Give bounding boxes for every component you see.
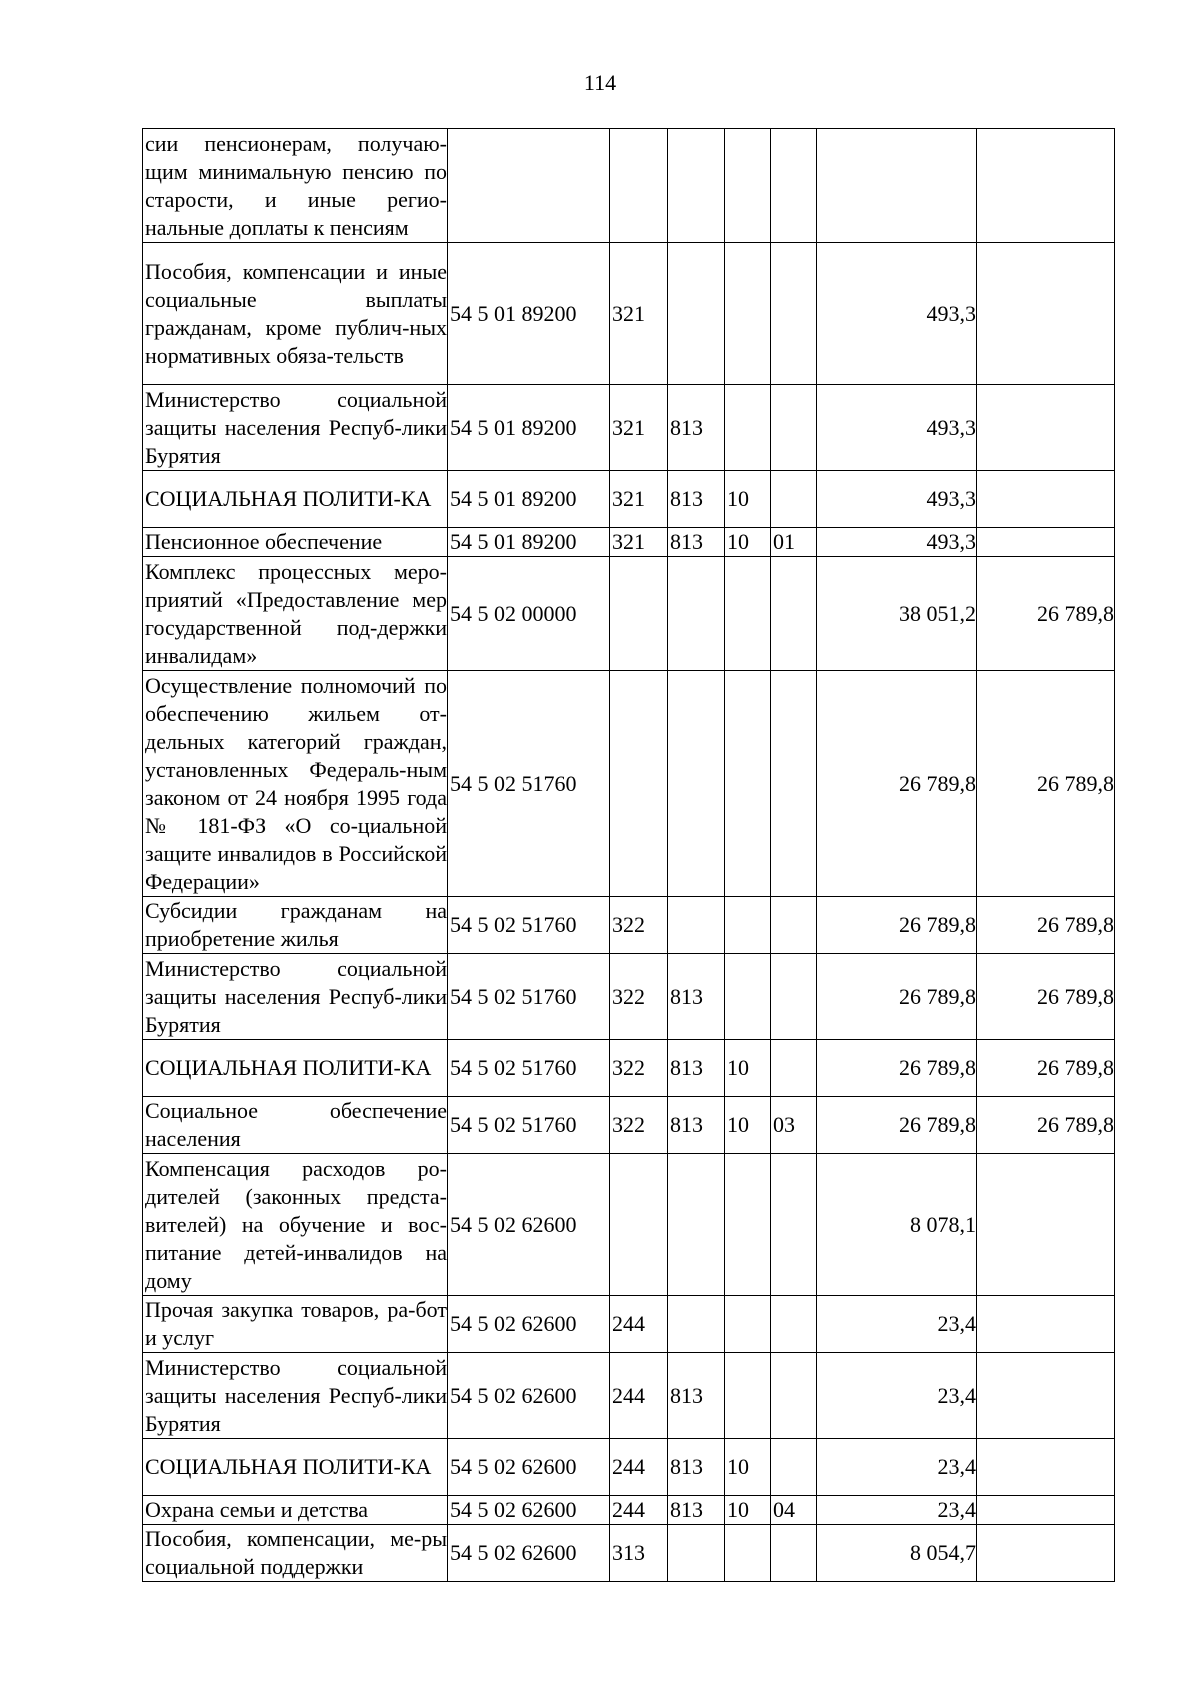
- section-code: 10: [725, 528, 771, 557]
- subsection-code: [771, 954, 817, 1040]
- ministry-code: [668, 671, 725, 897]
- ministry-code: [668, 897, 725, 954]
- table-row: [143, 1040, 1115, 1097]
- ministry-code: 813: [668, 1040, 725, 1097]
- amount-federal: [977, 129, 1115, 243]
- subsection-code: [771, 471, 817, 528]
- amount-total: 493,3: [817, 471, 977, 528]
- section-code: [725, 243, 771, 385]
- row-description: сии пенсионерам, получаю-щим минимальную пенсию по старости, и иные регио-нальные доплаты к пенсиям: [143, 129, 448, 243]
- expense-type-code: [610, 671, 668, 897]
- row-description: Комплекс процессных меро-приятий «Предоставление мер государственной под-держки инвалидам»: [143, 557, 448, 671]
- amount-total: 493,3: [817, 528, 977, 557]
- expense-type-code: 244: [610, 1353, 668, 1439]
- target-article-code: 54 5 02 51760: [448, 1097, 610, 1154]
- subsection-code: [771, 129, 817, 243]
- amount-federal: [977, 471, 1115, 528]
- expense-type-code: [610, 129, 668, 243]
- table-row: [143, 471, 1115, 528]
- expense-type-code: 313: [610, 1525, 668, 1582]
- amount-total: 38 051,2: [817, 557, 977, 671]
- ministry-code: 813: [668, 1097, 725, 1154]
- amount-total: [817, 129, 977, 243]
- expense-type-code: 321: [610, 471, 668, 528]
- row-description: Социальное обеспечение населения: [143, 1097, 448, 1154]
- section-code: [725, 129, 771, 243]
- subsection-code: [771, 1154, 817, 1296]
- amount-total: 23,4: [817, 1353, 977, 1439]
- target-article-code: 54 5 02 00000: [448, 557, 610, 671]
- subsection-code: [771, 671, 817, 897]
- section-code: [725, 1353, 771, 1439]
- amount-federal: 26 789,8: [977, 671, 1115, 897]
- row-description: СОЦИАЛЬНАЯ ПОЛИТИ-КА: [143, 1439, 448, 1496]
- table-row: [143, 1097, 1115, 1154]
- amount-federal: 26 789,8: [977, 897, 1115, 954]
- amount-total: 493,3: [817, 243, 977, 385]
- section-code: 10: [725, 1040, 771, 1097]
- amount-federal: [977, 1496, 1115, 1525]
- subsection-code: 04: [771, 1496, 817, 1525]
- target-article-code: 54 5 02 62600: [448, 1154, 610, 1296]
- budget-table: [142, 128, 1115, 1582]
- target-article-code: 54 5 02 51760: [448, 897, 610, 954]
- row-description: Компенсация расходов ро-дителей (законных предста-вителей) на обучение и вос-питание детей-инвалидов на дому: [143, 1154, 448, 1296]
- target-article-code: 54 5 02 62600: [448, 1296, 610, 1353]
- table-row: [143, 1525, 1115, 1582]
- subsection-code: 01: [771, 528, 817, 557]
- subsection-code: [771, 1296, 817, 1353]
- amount-total: 23,4: [817, 1496, 977, 1525]
- amount-federal: [977, 1154, 1115, 1296]
- table-row: [143, 954, 1115, 1040]
- section-code: [725, 671, 771, 897]
- target-article-code: 54 5 01 89200: [448, 243, 610, 385]
- table-row: [143, 243, 1115, 385]
- section-code: [725, 1154, 771, 1296]
- subsection-code: [771, 243, 817, 385]
- subsection-code: [771, 1353, 817, 1439]
- amount-federal: [977, 1525, 1115, 1582]
- amount-federal: [977, 1296, 1115, 1353]
- amount-federal: 26 789,8: [977, 954, 1115, 1040]
- table-row: [143, 897, 1115, 954]
- section-code: 10: [725, 1097, 771, 1154]
- target-article-code: 54 5 02 51760: [448, 1040, 610, 1097]
- target-article-code: 54 5 02 51760: [448, 954, 610, 1040]
- target-article-code: 54 5 02 62600: [448, 1353, 610, 1439]
- amount-federal: 26 789,8: [977, 1040, 1115, 1097]
- page-number: 114: [583, 70, 617, 95]
- row-description: Прочая закупка товаров, ра-бот и услуг: [143, 1296, 448, 1353]
- expense-type-code: 321: [610, 528, 668, 557]
- row-description: Охрана семьи и детства: [143, 1496, 448, 1525]
- table-row: [143, 671, 1115, 897]
- table-row: [143, 1496, 1115, 1525]
- ministry-code: 813: [668, 528, 725, 557]
- target-article-code: 54 5 01 89200: [448, 528, 610, 557]
- expense-type-code: 322: [610, 1040, 668, 1097]
- section-code: 10: [725, 1496, 771, 1525]
- section-code: 10: [725, 471, 771, 528]
- table-row: [143, 557, 1115, 671]
- target-article-code: 54 5 02 62600: [448, 1439, 610, 1496]
- target-article-code: [448, 129, 610, 243]
- row-description: Осуществление полномочий по обеспечению жильем от-дельных категорий граждан, установленных Федераль-ным законом от 24 ноября 1995 года № 181-ФЗ «О со-циальной защите инвалидов в Российской Федерации»: [143, 671, 448, 897]
- row-description: Пособия, компенсации и иные социальные выплаты гражданам, кроме публич-ных нормативных обяза-тельств: [143, 243, 448, 385]
- row-description: Пенсионное обеспечение: [143, 528, 448, 557]
- subsection-code: [771, 1439, 817, 1496]
- expense-type-code: 244: [610, 1296, 668, 1353]
- expense-type-code: 322: [610, 897, 668, 954]
- row-description: Министерство социальной защиты населения Респуб-лики Бурятия: [143, 954, 448, 1040]
- ministry-code: [668, 1525, 725, 1582]
- ministry-code: 813: [668, 1496, 725, 1525]
- amount-federal: [977, 528, 1115, 557]
- expense-type-code: 322: [610, 954, 668, 1040]
- ministry-code: 813: [668, 954, 725, 1040]
- subsection-code: 03: [771, 1097, 817, 1154]
- amount-total: 8 078,1: [817, 1154, 977, 1296]
- subsection-code: [771, 897, 817, 954]
- amount-total: 26 789,8: [817, 954, 977, 1040]
- ministry-code: 813: [668, 1439, 725, 1496]
- table-row: [143, 1296, 1115, 1353]
- ministry-code: 813: [668, 1353, 725, 1439]
- amount-federal: [977, 1439, 1115, 1496]
- section-code: [725, 954, 771, 1040]
- subsection-code: [771, 1040, 817, 1097]
- ministry-code: [668, 1296, 725, 1353]
- amount-total: 26 789,8: [817, 671, 977, 897]
- target-article-code: 54 5 01 89200: [448, 471, 610, 528]
- amount-federal: [977, 1353, 1115, 1439]
- expense-type-code: [610, 557, 668, 671]
- table-row: [143, 528, 1115, 557]
- expense-type-code: 244: [610, 1496, 668, 1525]
- ministry-code: [668, 129, 725, 243]
- row-description: Субсидии гражданам на приобретение жилья: [143, 897, 448, 954]
- subsection-code: [771, 557, 817, 671]
- ministry-code: [668, 243, 725, 385]
- amount-total: 26 789,8: [817, 1040, 977, 1097]
- amount-total: 23,4: [817, 1296, 977, 1353]
- section-code: [725, 1296, 771, 1353]
- subsection-code: [771, 1525, 817, 1582]
- section-code: [725, 385, 771, 471]
- table-row: [143, 1353, 1115, 1439]
- amount-federal: [977, 385, 1115, 471]
- target-article-code: 54 5 02 62600: [448, 1496, 610, 1525]
- section-code: [725, 897, 771, 954]
- amount-total: 26 789,8: [817, 1097, 977, 1154]
- ministry-code: [668, 557, 725, 671]
- table-row: [143, 1154, 1115, 1296]
- target-article-code: 54 5 01 89200: [448, 385, 610, 471]
- table-row: [143, 129, 1115, 243]
- section-code: [725, 1525, 771, 1582]
- row-description: СОЦИАЛЬНАЯ ПОЛИТИ-КА: [143, 1040, 448, 1097]
- row-description: Пособия, компенсации, ме-ры социальной поддержки: [143, 1525, 448, 1582]
- amount-total: 8 054,7: [817, 1525, 977, 1582]
- table-row: [143, 1439, 1115, 1496]
- expense-type-code: 321: [610, 243, 668, 385]
- amount-total: 23,4: [817, 1439, 977, 1496]
- expense-type-code: [610, 1154, 668, 1296]
- expense-type-code: 244: [610, 1439, 668, 1496]
- amount-federal: 26 789,8: [977, 557, 1115, 671]
- amount-total: 26 789,8: [817, 897, 977, 954]
- row-description: СОЦИАЛЬНАЯ ПОЛИТИ-КА: [143, 471, 448, 528]
- amount-federal: 26 789,8: [977, 1097, 1115, 1154]
- ministry-code: 813: [668, 385, 725, 471]
- row-description: Министерство социальной защиты населения Респуб-лики Бурятия: [143, 1353, 448, 1439]
- expense-type-code: 322: [610, 1097, 668, 1154]
- row-description: Министерство социальной защиты населения Респуб-лики Бурятия: [143, 385, 448, 471]
- section-code: [725, 557, 771, 671]
- expense-type-code: 321: [610, 385, 668, 471]
- target-article-code: 54 5 02 51760: [448, 671, 610, 897]
- amount-total: 493,3: [817, 385, 977, 471]
- ministry-code: [668, 1154, 725, 1296]
- subsection-code: [771, 385, 817, 471]
- section-code: 10: [725, 1439, 771, 1496]
- amount-federal: [977, 243, 1115, 385]
- target-article-code: 54 5 02 62600: [448, 1525, 610, 1582]
- ministry-code: 813: [668, 471, 725, 528]
- table-row: [143, 385, 1115, 471]
